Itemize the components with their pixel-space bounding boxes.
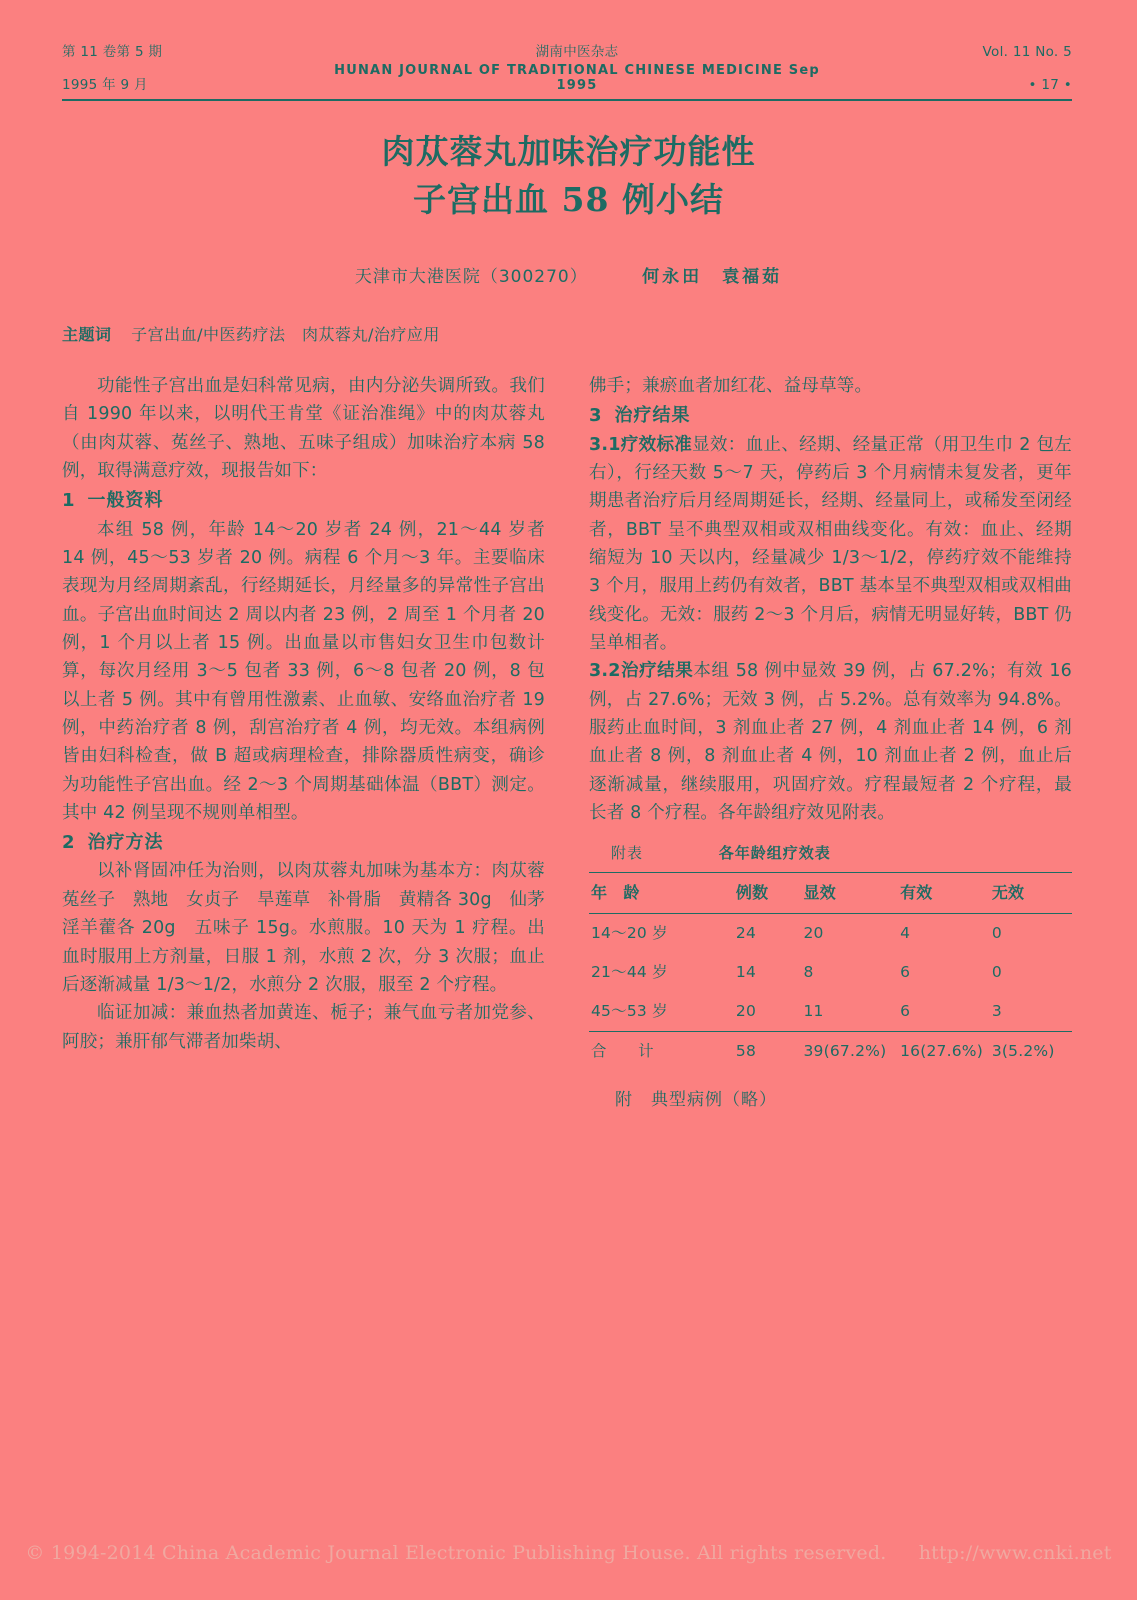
cell-effective: 4 [898, 913, 990, 953]
article-title-block [0, 128, 1137, 224]
section-3-title: 治疗结果 [614, 405, 691, 427]
header-journal-title-en: HUNAN JOURNAL OF TRADITIONAL CHINESE MEDICINE Sep 1995 [334, 63, 820, 93]
header-row-1 [62, 40, 1072, 60]
section-3-1-number: 3.1 [589, 434, 621, 455]
section-3-2-body: 本组 58 例中显效 39 例，占 67.2%；有效 16 例，占 27.6%；无效 3 例，占 5.2%。总有效率为 94.8%。服药止血时间，3 剂血止者 27 例，4 剂血止者 14 例，6 剂血止者 8 例，8 剂血止者 4 例，10 剂血止者 2 例，血止后逐渐减量，继续服用，巩固疗效。疗程最短者 2 个疗程，最长者 8 个疗程。各年龄组疗效见附表。 [589, 661, 1072, 823]
cell-effective: 6 [900, 1001, 911, 1020]
col-header-age: 年 龄 [589, 872, 734, 913]
cell-total-label: 合 计 [589, 1031, 734, 1071]
cell-age: 45～53 岁 [591, 1001, 668, 1020]
section-2-body-2: 临证加减：兼血热者加黄连、栀子；兼气血亏者加党参、阿胶；兼肝郁气滞者加柴胡、 [62, 1003, 545, 1052]
copyright-url[interactable]: http://www.cnki.net [918, 1542, 1112, 1564]
header-row-2 [62, 63, 1072, 93]
body-columns [62, 372, 1072, 1114]
section-1-heading [62, 486, 545, 515]
col-header-effective: 有效 [898, 872, 990, 913]
appendix-note [589, 1087, 1072, 1115]
section-3-2-label: 治疗结果 [620, 661, 694, 682]
header-page-number: • 17 • [1028, 77, 1072, 93]
cell-effective: 6 [900, 962, 911, 981]
table-label: 附表 [611, 844, 644, 863]
right-column [589, 372, 1072, 1114]
section-3-1-body: 显效：血止、经期、经量正常（用卫生巾 2 包左右），行经天数 5～7 天，停药后 3 个月病情未复发者，更年期患者治疗后月经周期延长，经期、经量同上，或稀发至闭经者，BBT 呈不典型双相或双相曲线变化。有效：血止、经期缩短为 10 天以内，经量减少 1/3～1/2，停药疗效不能维持 3 个月，服用上药仍有效者，BBT 基本呈不典型双相或双相曲线变化。无效：服药 2～3 个月后，病情无明显好转，BBT 仍呈单相者。 [589, 434, 1072, 653]
cell-marked: 20 [802, 913, 899, 953]
cell-total-cases: 58 [734, 1031, 802, 1071]
intro-paragraph: 功能性子宫出血是妇科常见病，由内分泌失调所致。我们自 1990 年以来，以明代王肯堂《证治准绳》中的肉苁蓉丸（由肉苁蓉、菟丝子、熟地、五味子组成）加味治疗本病 58 例，取得满意疗效，现报告如下： [62, 376, 545, 482]
appendix-label: 附 [615, 1089, 633, 1110]
cell-total-ineffective: 3(5.2%) [990, 1031, 1072, 1071]
appendix-text: 典型病例（略） [651, 1089, 777, 1110]
continued-paragraph: 佛手；兼瘀血者加红花、益母草等。 [589, 376, 873, 396]
table-row [589, 913, 1072, 953]
keywords-label: 主题词 [62, 325, 112, 344]
section-1-body: 本组 58 例，年龄 14～20 岁者 24 例，21～44 岁者 14 例，45～53 岁者 20 例。病程 6 个月～3 年。主要临床表现为月经周期紊乱，行经期延长，月经量多的异常性子宫出血。子宫出血时间达 2 周以内者 23 例，2 周至 1 个月者 20 例，1 个月以上者 15 例。出血量以市售妇女卫生巾包数计算，每次月经用 3～5 包者 33 例，6～8 包者 20 例，8 包以上者 5 例。其中有曾用性激素、止血敏、安络血治疗者 19 例，中药治疗者 8 例，刮宫治疗者 4 例，均无效。本组病例皆由妇科检查，做 B 超或病理检查，排除器质性病变，确诊为功能性子宫出血。经 2～3 个周期基础体温（BBT）测定。其中 42 例呈现不规则单相型。 [62, 519, 545, 823]
section-2-title: 治疗方法 [87, 832, 164, 854]
header-volume-issue: 第 11 卷第 5 期 [62, 44, 163, 60]
table-title: 各年龄组疗效表 [718, 844, 831, 863]
cell-ineffective: 0 [990, 913, 1072, 953]
section-3-heading [589, 401, 1072, 430]
header-divider [62, 99, 1072, 101]
section-1-number: 1 [62, 490, 76, 512]
page-title-line-1: 肉苁蓉丸加味治疗功能性 [381, 132, 756, 171]
cell-age: 14～20 岁 [589, 913, 734, 953]
left-column [62, 372, 563, 1114]
table-header-row [589, 872, 1072, 913]
header-volume-en: Vol. 11 No. 5 [982, 44, 1072, 60]
cell-cases: 24 [734, 913, 802, 953]
col-header-cases: 例数 [734, 872, 802, 913]
cell-ineffective: 0 [991, 962, 1002, 981]
cell-total-effective: 16(27.6%) [898, 1031, 990, 1071]
cell-marked: 11 [803, 1001, 824, 1020]
header-date-cn: 1995 年 9 月 [62, 77, 148, 93]
section-2-number: 2 [62, 832, 76, 854]
copyright-footer [0, 1542, 1137, 1564]
table-row-total [589, 1031, 1072, 1071]
section-3-1-label: 疗效标准 [620, 434, 693, 455]
page-title-line-2: 子宫出血 58 例小结 [413, 179, 724, 219]
header-journal-title-cn: 湖南中医杂志 [535, 44, 619, 60]
cell-marked: 8 [803, 962, 814, 981]
cell-ineffective: 3 [991, 1001, 1002, 1020]
affiliation: 天津市大港医院（300270） [354, 267, 588, 287]
section-3-2-number: 3.2 [589, 661, 621, 682]
cell-cases: 14 [735, 962, 757, 981]
keywords-text: 子宫出血/中医药疗法 肉苁蓉丸/治疗应用 [131, 325, 440, 344]
authors: 何永田 袁福茹 [642, 267, 783, 287]
section-3-number: 3 [589, 405, 603, 427]
section-1-title: 一般资料 [87, 490, 164, 512]
section-2-body-1: 以补肾固冲任为治则，以肉苁蓉丸加味为基本方：肉苁蓉 菟丝子 熟地 女贞子 旱莲草 补骨脂 黄精各 30g 仙茅 淫羊藿各 20g 五味子 15g。水煎服。10 天为 1 疗程。出血时服用上方剂量，日服 1 剂，水煎 2 次，分 3 次服；血止后逐渐减量 1/3～1/2，水煎分 2 次服，服至 2 个疗程。 [62, 861, 563, 995]
col-header-marked: 显效 [802, 872, 899, 913]
table-row [589, 953, 1072, 992]
table-caption [589, 841, 1072, 865]
author-block [0, 262, 1137, 287]
section-3-2 [589, 657, 1072, 827]
cell-age: 21～44 岁 [591, 962, 668, 981]
cell-total-marked: 39(67.2%) [802, 1031, 899, 1071]
section-2-heading [62, 828, 545, 857]
appendix-table-wrap [589, 841, 1072, 1071]
table-row [589, 992, 1072, 1032]
page-header [62, 40, 1072, 101]
section-3-1 [589, 431, 1072, 658]
keywords-block [62, 322, 440, 345]
col-header-ineffective: 无效 [990, 872, 1072, 913]
copyright-text: © 1994-2014 China Academic Journal Electronic Publishing House. All rights reserved. [25, 1542, 887, 1564]
cell-cases: 20 [735, 1001, 757, 1020]
table-row [589, 872, 1072, 1071]
